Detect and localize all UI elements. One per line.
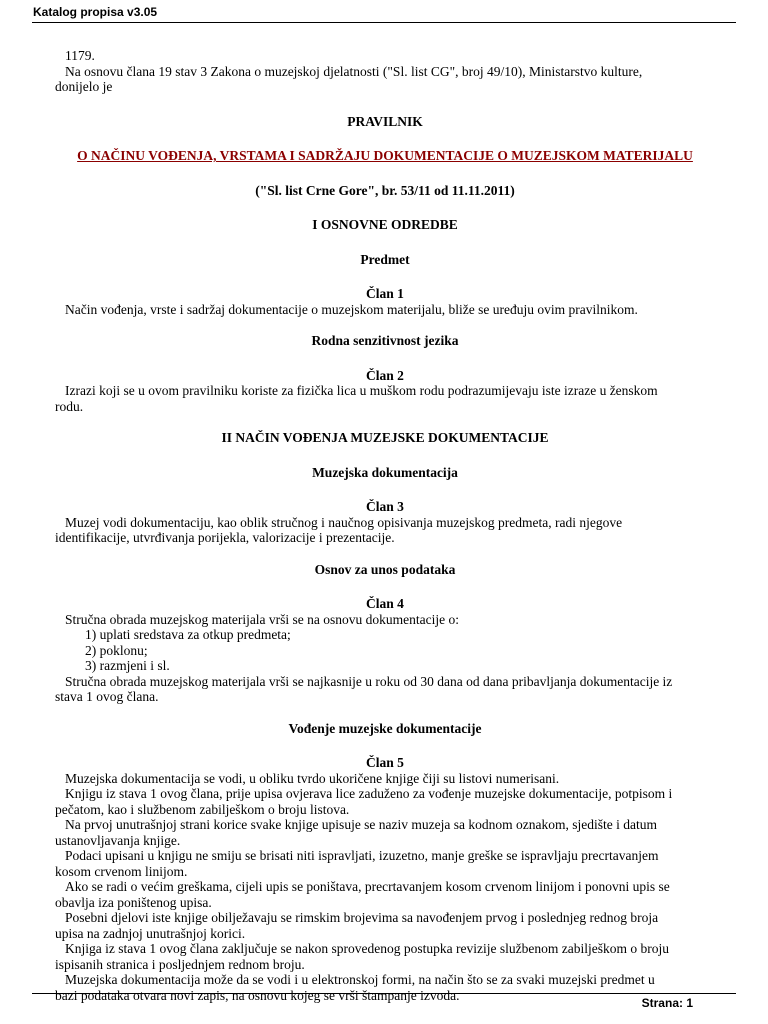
article-text: Stručna obrada muzejskog materijala vrši se najkasnije u roku od 30 dana od dana pribavljanja dokumentacije iz: [65, 673, 673, 689]
section-heading: II NAČIN VOĐENJA MUZEJSKE DOKUMENTACIJE: [221, 430, 549, 445]
article-text: Stručna obrada muzejskog materijala vrši se na osnovu dokumentacije o:: [65, 611, 460, 627]
article-text: Muzejska dokumentacija može da se vodi i u elektronskoj formi, na način što se za svaki muzejski predmet u: [65, 972, 655, 987]
article-heading: Član 3: [366, 499, 404, 514]
article-text: obavlja iza poništenog upisa.: [55, 894, 212, 910]
subheading: Predmet: [360, 251, 410, 267]
list-item: 2) poklonu;: [85, 642, 148, 658]
article-text: Knjigu iz stava 1 ovog člana, prije upisa ovjerava lice zaduženo za vođenje muzejske dokumentacije, potpisom i: [65, 786, 673, 801]
article-text: identifikacije, utvrđivanja porijekla, valorizacije i prezentacije.: [55, 530, 395, 545]
article-heading: Član 4: [366, 596, 404, 611]
article-heading: Član 2: [366, 367, 404, 383]
header-divider: [32, 22, 736, 23]
article-text: Muzejska dokumentacija se vodi, u obliku tvrdo ukoričene knjige čiji su listovi numerisani.: [65, 770, 560, 786]
footer-divider: [32, 993, 736, 994]
section-heading: I OSNOVNE ODREDBE: [312, 217, 458, 232]
article-text: ustanovljavanja knjige.: [55, 832, 181, 848]
page-number: Strana: 1: [641, 996, 693, 1010]
article-heading: Član 1: [366, 286, 404, 301]
article-text: stava 1 ovog člana.: [55, 689, 159, 704]
article-text: Na prvoj unutrašnjoj strani korice svake knjige upisuje se naziv muzeja sa kodnom oznakom, sjedište i datum: [65, 817, 657, 832]
article-text: Izrazi koji se u ovom pravilniku koriste za fizička lica u muškom rodu podrazumijevaju iste izraze u ženskom: [65, 383, 658, 398]
gazette-reference: ("Sl. list Crne Gore", br. 53/11 od 11.11.2011): [255, 182, 515, 198]
app-title: Katalog propisa v3.05: [33, 5, 158, 19]
article-heading: Član 5: [366, 755, 404, 770]
article-text: Način vođenja, vrste i sadržaj dokumentacije o muzejskom materijalu, bliže se uređuju ovim pravilnikom.: [65, 301, 638, 317]
subheading: Rodna senzitivnost jezika: [311, 333, 459, 348]
article-text: bazi podataka otvara novi zapis, na osnovu kojeg se vrši štampanje izvoda.: [55, 987, 460, 1003]
preamble-line: donijelo je: [55, 79, 113, 94]
article-text: ispisanih stranica i posljednjem rednom broju.: [55, 956, 305, 972]
article-text: Posebni djelovi iste knjige obilježavaju se rimskim brojevima sa navođenjem prvog i poslednjeg rednog broja: [65, 910, 659, 925]
subheading: Muzejska dokumentacija: [312, 464, 458, 480]
document-body: [55, 48, 715, 1003]
article-text: rodu.: [55, 398, 84, 414]
subheading: Vođenje muzejske dokumentacije: [288, 720, 482, 736]
document-title: PRAVILNIK: [347, 113, 423, 129]
list-item: 3) razmjeni i sl.: [85, 658, 170, 673]
subheading: Osnov za unos podataka: [314, 561, 456, 577]
article-text: Muzej vodi dokumentaciju, kao oblik stručnog i naučnog opisivanja muzejskog predmeta, radi njegove: [65, 514, 623, 530]
preamble-line: Na osnovu člana 19 stav 3 Zakona o muzejskoj djelatnosti ("Sl. list CG", broj 49/10), Ministarstvo kulture,: [65, 63, 643, 79]
document-subtitle-link[interactable]: O NAČINU VOĐENJA, VRSTAMA I SADRŽAJU DOKUMENTACIJE O MUZEJSKOM MATERIJALU: [77, 148, 693, 163]
document-number: 1179.: [65, 48, 95, 63]
article-text: Ako se radi o većim greškama, cijeli upis se poništava, precrtavanjem kosom crvenom linijom i ponovni upis se: [65, 879, 670, 894]
article-text: kosom crvenom linijom.: [55, 863, 188, 879]
article-text: pečatom, kao i službenom zabilješkom o broju listova.: [55, 801, 350, 817]
article-text: Knjiga iz stava 1 ovog člana zaključuje se nakon sprovedenog postupka revizije službenom zabilješkom o broju: [65, 941, 669, 956]
article-text: Podaci upisani u knjigu ne smiju se brisati niti ispravljati, izuzetno, manje greške se ispravljaju precrtavanjem: [65, 848, 659, 863]
article-text: upisa na zadnjoj unutrašnjoj korici.: [55, 925, 246, 941]
list-item: 1) uplati sredstava za otkup predmeta;: [85, 627, 291, 642]
